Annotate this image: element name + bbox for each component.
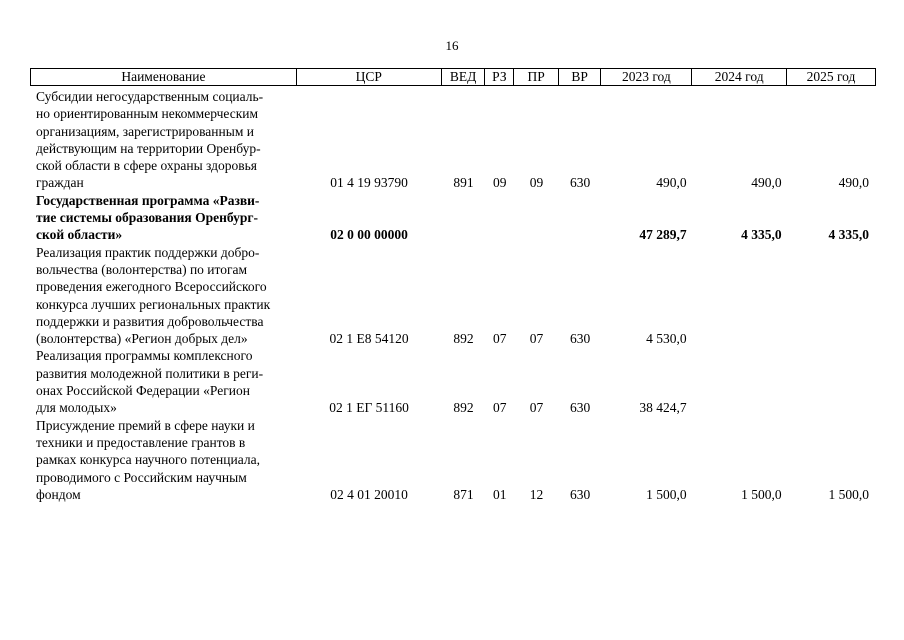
cell-name-line: граждан <box>36 175 84 191</box>
cell-csr: 02 4 01 20010 <box>330 486 408 502</box>
table-row <box>30 244 876 348</box>
column-header-2023: 2023 год <box>601 69 692 85</box>
cell-name-line: проводимого с Российским научным <box>36 469 247 485</box>
cell-name-line: фондом <box>36 486 81 502</box>
cell-csr: 02 1 E8 54120 <box>329 331 409 347</box>
cell-name-line: рамках конкурса научного потенциала, <box>36 452 260 468</box>
cell-name-line: развития молодежной политики в реги- <box>36 365 264 381</box>
cell-name-line: Реализация программы комплексного <box>36 348 253 364</box>
cell-ved: 892 <box>453 400 474 416</box>
table-row <box>30 88 876 192</box>
table-row <box>30 417 876 503</box>
cell-ved: 871 <box>453 486 474 502</box>
cell-vr: 630 <box>569 331 591 347</box>
cell-name-line: Присуждение премий в сфере науки и <box>36 417 255 433</box>
cell-2025: 490,0 <box>838 175 869 191</box>
cell-rz: 01 <box>492 486 507 502</box>
cell-2023: 47 289,7 <box>639 227 687 243</box>
cell-name-line: ской области в сфере охраны здоровья <box>36 158 258 174</box>
cell-name-line: но ориентированным некоммерческим <box>36 106 259 122</box>
cell-name-line: (волонтерства) «Регион добрых дел» <box>36 331 248 347</box>
cell-name-line: ской области» <box>36 227 123 243</box>
cell-2023: 490,0 <box>656 175 687 191</box>
column-header-2025: 2025 год <box>806 69 856 84</box>
cell-name <box>30 192 296 244</box>
cell-csr: 01 4 19 93790 <box>330 175 408 191</box>
cell-name-line: техники и предоставление грантов в <box>36 434 246 450</box>
cell-name-line: организациям, зарегистрированным и <box>36 123 254 139</box>
table-body <box>30 88 876 503</box>
cell-csr: 02 0 00 00000 <box>330 227 408 243</box>
cell-name-line: Субсидии негосударственным социаль- <box>36 89 264 104</box>
cell-name <box>30 244 296 348</box>
cell-pr: 07 <box>529 400 544 416</box>
cell-2025: 1 500,0 <box>828 486 869 502</box>
cell-csr: 02 1 ЕГ 51160 <box>329 400 409 416</box>
cell-name-line: онах Российской Федерации «Регион <box>36 383 250 399</box>
cell-name <box>30 417 296 503</box>
column-header-pr: ПР <box>514 69 558 85</box>
table-row <box>30 192 876 244</box>
cell-ved: 892 <box>453 331 474 347</box>
table-header <box>30 68 876 86</box>
cell-name-line: действующим на территории Оренбур- <box>36 140 261 156</box>
cell-2024: 4 335,0 <box>741 227 782 243</box>
column-header-rz: РЗ <box>485 69 514 85</box>
cell-rz: 07 <box>492 331 507 347</box>
column-header-vr: ВР <box>559 69 602 85</box>
cell-vr: 630 <box>569 486 591 502</box>
cell-name-line: Государственная программа «Разви- <box>36 192 260 208</box>
cell-pr: 09 <box>529 175 544 191</box>
cell-pr: 12 <box>529 486 544 502</box>
column-header-ved: ВЕД <box>442 69 486 85</box>
cell-2024: 1 500,0 <box>741 486 782 502</box>
page-number: 16 <box>445 38 459 53</box>
cell-2023: 38 424,7 <box>639 400 687 416</box>
cell-2023: 4 530,0 <box>646 331 687 347</box>
cell-ved: 891 <box>453 175 474 191</box>
column-header-csr: ЦСР <box>297 69 442 85</box>
cell-rz: 09 <box>492 175 507 191</box>
cell-vr: 630 <box>569 400 591 416</box>
cell-pr: 07 <box>529 331 544 347</box>
cell-rz: 07 <box>492 400 507 416</box>
cell-name-line: Реализация практик поддержки добро- <box>36 244 260 260</box>
cell-vr: 630 <box>569 175 591 191</box>
cell-2025: 4 335,0 <box>828 227 869 243</box>
cell-name-line: поддержки и развития добровольчества <box>36 313 264 329</box>
cell-name-line: вольчества (волонтерства) по итогам <box>36 261 248 277</box>
table-row <box>30 347 876 416</box>
cell-2024: 490,0 <box>751 175 782 191</box>
cell-2023: 1 500,0 <box>646 486 687 502</box>
cell-name-line: конкурса лучших региональных практик <box>36 296 271 312</box>
cell-name <box>30 88 296 192</box>
cell-name-line: проведения ежегодного Всероссийского <box>36 279 267 295</box>
column-header-2024: 2024 год <box>692 69 787 85</box>
cell-name <box>30 347 296 416</box>
cell-name-line: для молодых» <box>36 400 117 416</box>
column-header-name: Наименование <box>31 69 297 85</box>
cell-name-line: тие системы образования Оренбург- <box>36 210 258 226</box>
